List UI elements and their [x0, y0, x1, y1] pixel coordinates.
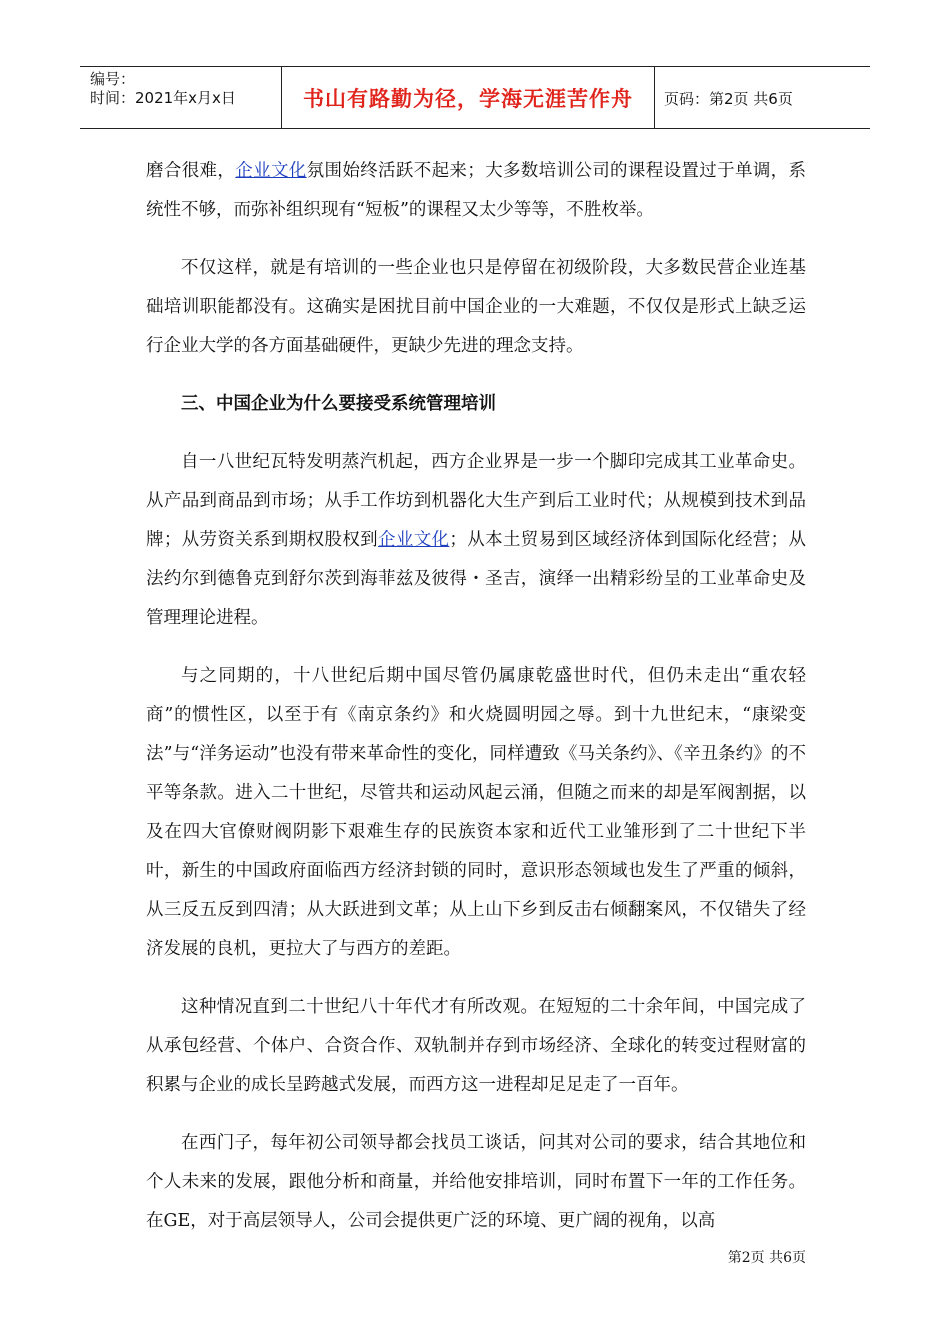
paragraph-3-text-a: 自一八世纪瓦特发明蒸汽机起，西方企业界是一步一个脚印完成其工业革命史。从产品到商品到市场；从手工作坊到机器化大生产到后工业时代；从规模到技术到品牌；从劳资关系到期权股权到 — [146, 452, 806, 550]
page-footer: 第2页 共6页 — [727, 1250, 806, 1266]
header-motto: 书山有路勤为径，学海无涯苦作舟 — [303, 86, 633, 111]
corporate-culture-link-2[interactable]: 企业文化 — [378, 530, 450, 550]
page-header — [80, 66, 870, 130]
paragraph-3 — [146, 443, 806, 638]
section-heading: 三、中国企业为什么要接受系统管理培训 — [181, 394, 496, 414]
header-page-code: 页码：第2页 共6页 — [664, 90, 793, 108]
paragraph-6: 在西门子，每年初公司领导都会找员工谈话，问其对公司的要求，结合其地位和个人未来的发展，跟他分析和商量，并给他安排培训，同时布置下一年的工作任务。在GE，对于高层领导人，公司会提供更广泛的环境、更广阔的视角，以高 — [146, 1133, 806, 1231]
document-body — [146, 152, 806, 1260]
header-meta — [90, 70, 236, 108]
corporate-culture-link[interactable]: 企业文化 — [235, 161, 307, 181]
paragraph-1 — [146, 152, 806, 230]
paragraph-2: 不仅这样，就是有培训的一些企业也只是停留在初级阶段，大多数民营企业连基础培训职能都没有。这确实是困扰目前中国企业的一大难题，不仅仅是形式上缺乏运行企业大学的各方面基础硬件，更缺少先进的理念支持。 — [146, 258, 806, 356]
header-divider-right — [654, 66, 655, 129]
paragraph-1-text-b: 氛围始终活跃不起来；大多数培训公司的课程设置过于单调，系统性不够，而弥补组织现有“短板”的课程又太少等等，不胜枚举。 — [146, 161, 807, 220]
document-number-label: 编号： — [90, 70, 136, 88]
document-date: 时间：2021年x月x日 — [90, 89, 236, 107]
paragraph-3-text-b: ；从本土贸易到区域经济体到国际化经营；从法约尔到德鲁克到舒尔茨到海菲兹及彼得・圣吉，演绎一出精彩纷呈的工业革命史及管理理论进程。 — [146, 530, 807, 628]
paragraph-4: 与之同期的，十八世纪后期中国尽管仍属康乾盛世时代，但仍未走出“重农轻商”的惯性区，以至于有《南京条约》和火烧圆明园之辱。到十九世纪末，“康梁变法”与“洋务运动”也没有带来革命性的变化，同样遭致《马关条约》、《辛丑条约》的不平等条款。进入二十世纪，尽管共和运动风起云涌，但随之而来的却是军阀割据，以及在四大官僚财阀阴影下艰难生存的民族资本家和近代工业雏形到了二十世纪下半叶，新生的中国政府面临西方经济封锁的同时，意识形态领域也发生了严重的倾斜，从三反五反到四清；从大跃进到文革；从上山下乡到反击右倾翻案风，不仅错失了经济发展的良机，更拉大了与西方的差距。 — [146, 666, 806, 959]
paragraph-1-text-a: 磨合很难， — [146, 161, 236, 181]
paragraph-5: 这种情况直到二十世纪八十年代才有所改观。在短短的二十余年间，中国完成了从承包经营、个体户、合资合作、双轨制并存到市场经济、全球化的转变过程财富的积累与企业的成长呈跨越式发展，而西方这一进程却足足走了一百年。 — [146, 997, 806, 1095]
